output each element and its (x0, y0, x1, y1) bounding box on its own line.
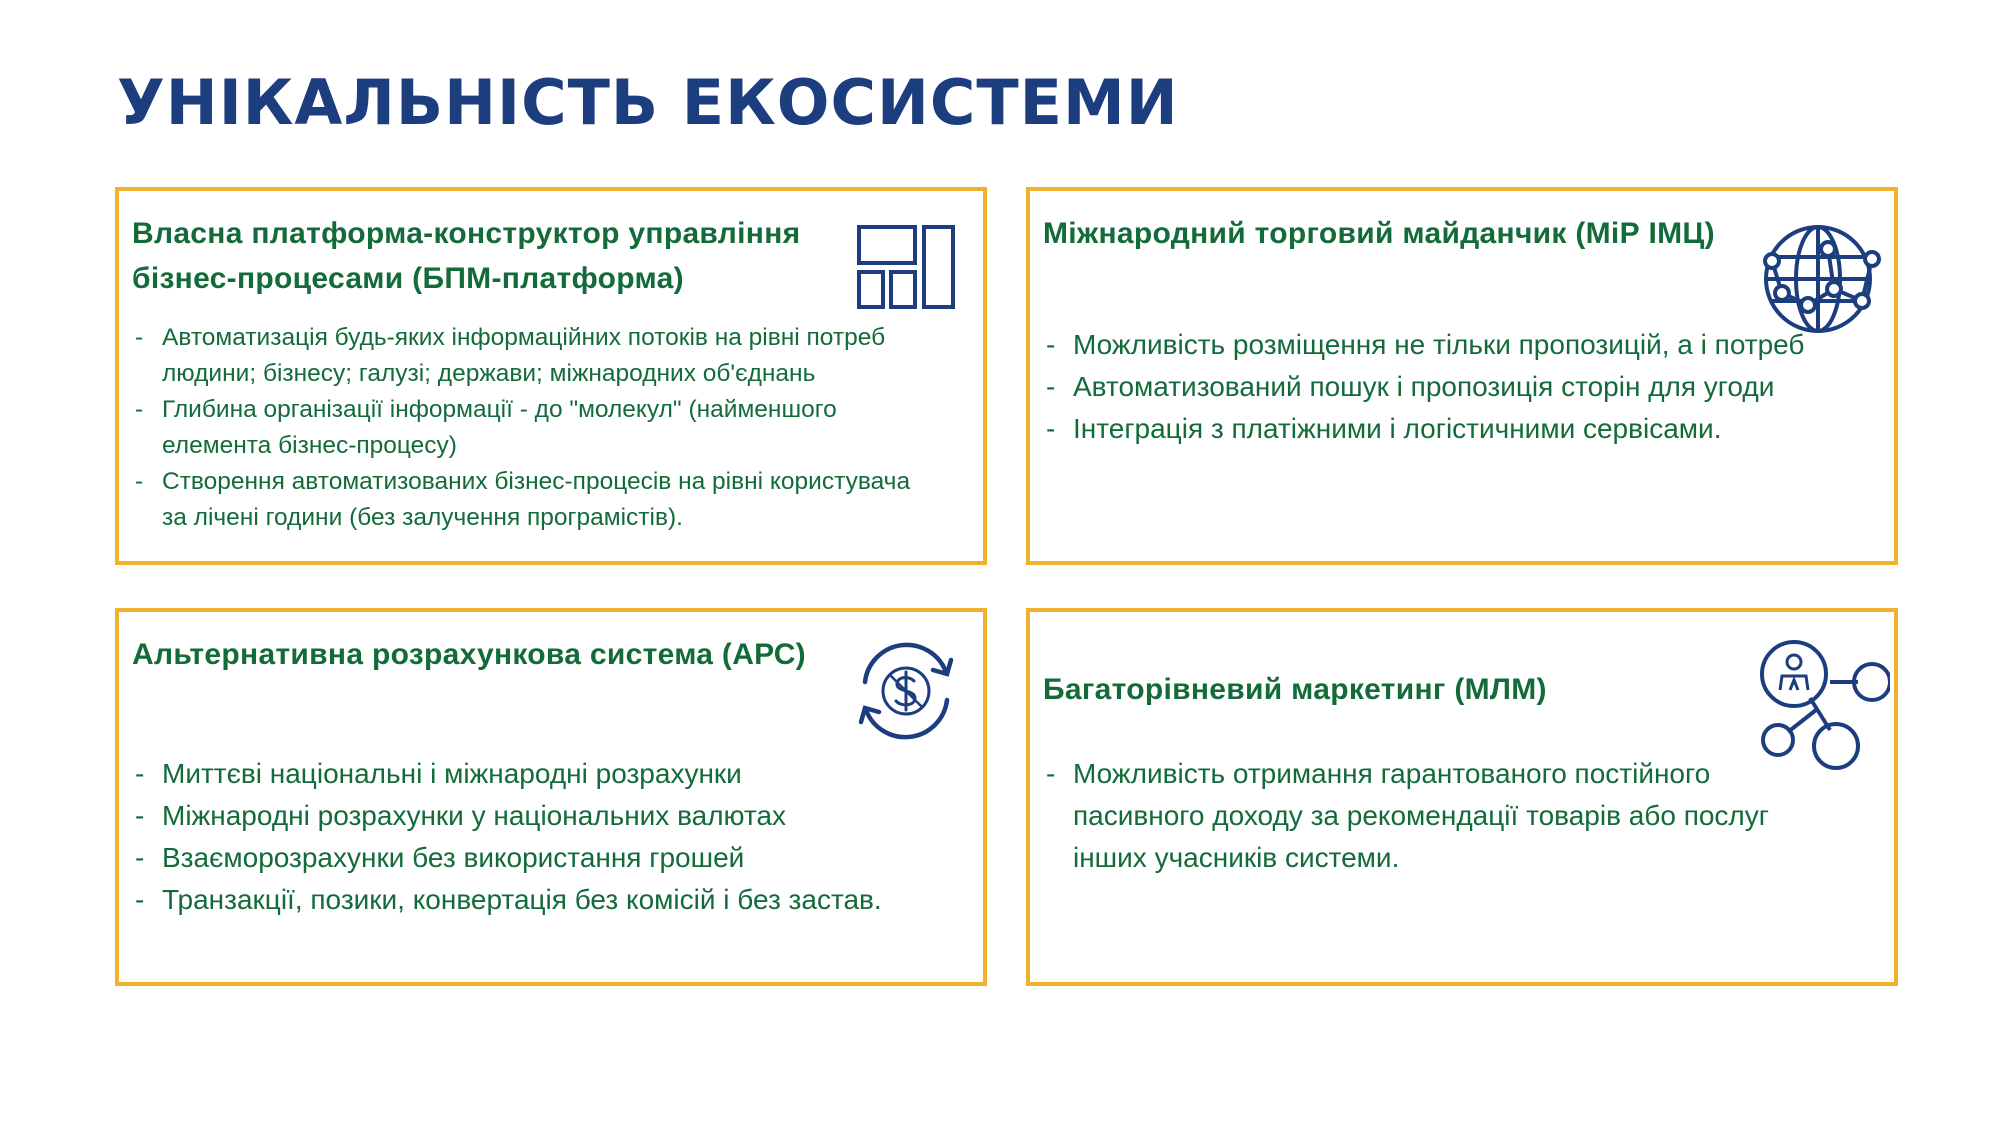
card-bpm-platform (115, 187, 987, 565)
card-settlement-system (115, 608, 987, 986)
globe-network-icon (1758, 221, 1884, 337)
card-title: Міжнародний торговий майданчик (МіР ІМЦ) (1043, 217, 1715, 250)
list-item: - Глибина організації інформації - до "молекул" (найменшого елемента бізнес-процесу) (132, 392, 912, 464)
list-item: - Міжнародні розрахунки у національних валютах (132, 795, 932, 837)
list-item: - Можливість розміщення не тільки пропозицій, а і потреб (1043, 324, 1843, 366)
list-item: - Миттєві національні і міжнародні розрахунки (132, 753, 932, 795)
card-list (132, 320, 912, 536)
list-item: - Автоматизація будь-яких інформаційних потоків на рівні потреб людини; бізнесу; галузі; держави; міжнародних об'єднань (132, 320, 912, 392)
list-item: - Автоматизований пошук і пропозиція сторін для угоди (1043, 366, 1843, 408)
currency-exchange-icon (851, 636, 961, 746)
card-mlm (1026, 608, 1898, 986)
card-title: Власна платформа-конструктор управління бізнес-процесами (БПМ-платформа) (132, 217, 801, 295)
list-item: - Транзакції, позики, конвертація без комісій і без застав. (132, 879, 932, 921)
card-title: Альтернативна розрахункова система (АРС) (132, 638, 806, 671)
card-list (1043, 324, 1843, 450)
list-item: - Можливість отримання гарантованого постійного пасивного доходу за рекомендації товарів або послуг інших учасників системи. (1043, 753, 1833, 879)
person-network-icon (1758, 638, 1890, 770)
list-item: - Створення автоматизованих бізнес-процесів на рівні користувача за лічені години (без залучення програмістів). (132, 464, 912, 536)
card-title: Багаторівневий маркетинг (МЛМ) (1043, 673, 1547, 706)
page-title: УНІКАЛЬНІСТЬ ЕКОСИСТЕМИ (117, 66, 1179, 139)
card-list (1043, 753, 1833, 879)
list-item: - Інтеграція з платіжними і логістичними сервісами. (1043, 408, 1843, 450)
card-trading-platform (1026, 187, 1898, 565)
card-list (132, 753, 932, 921)
list-item: - Взаєморозрахунки без використання грошей (132, 837, 932, 879)
dashboard-layout-icon (856, 224, 956, 310)
